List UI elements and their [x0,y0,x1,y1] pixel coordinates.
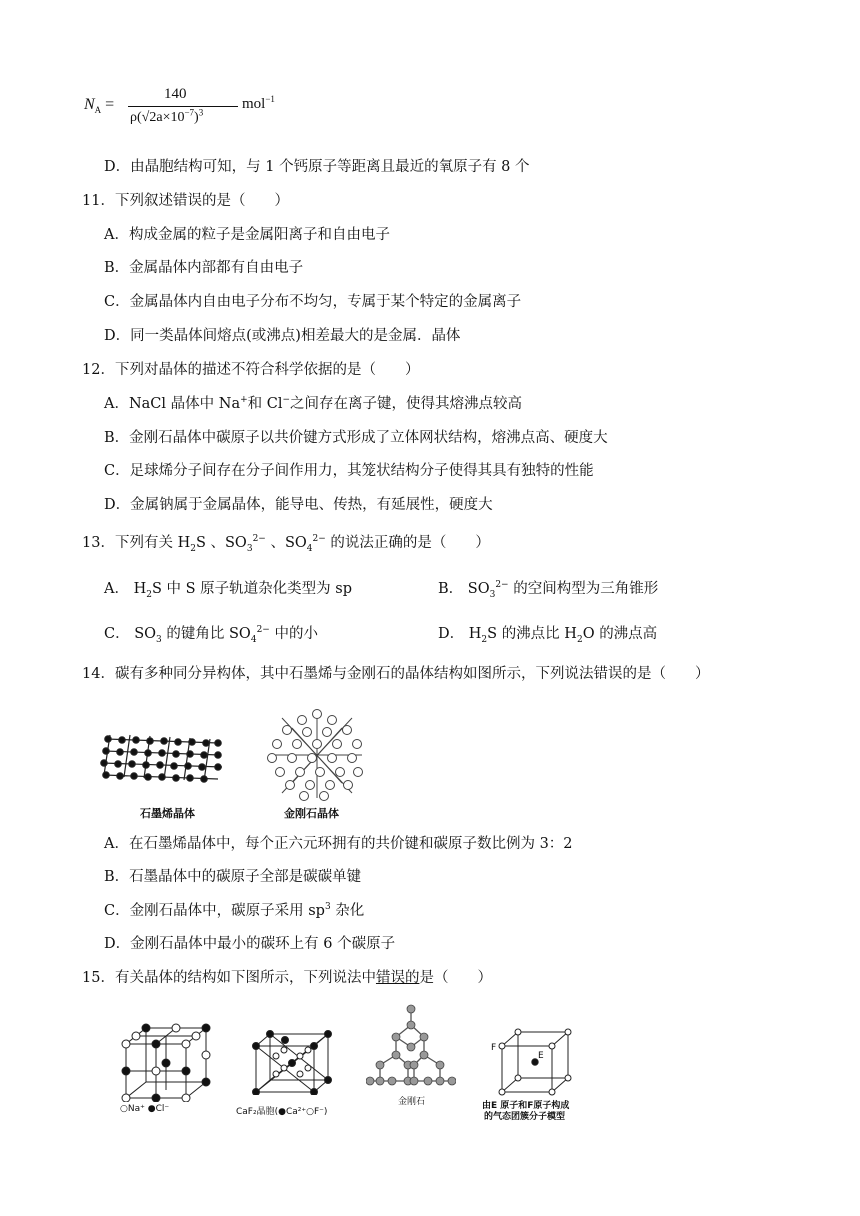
q12-option-c: C．足球烯分子间存在分子间作用力，其笼状结构分子使得其具有独特的性能 [104,463,594,479]
graphene-caption: 石墨烯晶体 [140,807,195,820]
q14-stem: 14．碳有多种同分异构体，其中石墨烯与金刚石的晶体结构如图所示，下列说法错误的是（ ） [82,666,710,682]
q11-option-c: C．金属晶体内自由电子分布不均匀，专属于某个特定的金属离子 [104,294,522,310]
q10-option-d: D．由晶胞结构可知，与 1 个钙原子等距离且最近的氧原子有 8 个 [104,159,530,175]
ef-cluster-figure [488,1028,578,1096]
ef-label-f: F [491,1043,497,1053]
q14-option-a: A．在石墨烯晶体中，每个正六元环拥有的共价键和碳原子数比例为 3：2 [104,836,573,852]
q13-option-d: D． $H_2S$ 的沸点比 $H_2O$ 的沸点高 [438,626,658,645]
q11-option-b: B．金属晶体内部都有自由电子 [104,260,304,276]
q12-option-a: A．NaCl 晶体中 Na+和 Cl−之间存在离子键，使得其熔沸点较高 [104,395,523,412]
q14-option-b: B．石墨晶体中的碳原子全部是碳碳单键 [104,869,362,885]
formula-lhs: $N_A$ = [84,96,115,116]
formula-unit: mol$^{-1}$ [242,94,275,112]
ef-label-e: E [538,1051,544,1061]
q11-option-d: D．同一类晶体间熔点(或沸点)相差最大的是金属．晶体 [104,328,461,344]
graphene-structure-figure [100,725,230,795]
ef-caption-1: 由E 原子和F原子构成 [482,1101,570,1111]
diamond-ballstick-figure [366,1003,456,1088]
formula-denominator: $\rho(√2a\times 10^{-7})^3$ [130,107,204,125]
diamond-structure-figure [262,708,372,803]
formula-numerator: 140 [164,86,187,102]
nacl-structure-figure [118,1022,213,1102]
caf2-caption: CaF₂晶胞(●Ca²⁺○F⁻) [236,1107,328,1117]
q12-option-b: B．金刚石晶体中碳原子以共价键方式形成了立体网状结构，熔沸点高、硬度大 [104,430,608,446]
caf2-structure-figure [250,1030,335,1095]
q13-option-b: B． $SO_3^{2-}$ 的空间构型为三角锥形 [438,580,659,600]
q11-option-a: A．构成金属的粒子是金属阳离子和自由电子 [104,227,390,243]
fraction-bar [128,106,238,107]
q13-option-c: C． $SO_3$ 的键角比 $SO_4^{2-}$ 中的小 [104,625,318,645]
q11-stem: 11．下列叙述错误的是（ ） [82,193,289,209]
diamond-caption: 金刚石晶体 [284,807,339,820]
diamond-ballstick-caption: 金刚石 [398,1097,426,1107]
q13-stem: 13．下列有关 $H_2S$ 、$SO_3^{2-}$ 、$SO_4^{2-}$ 的说法正确的是（ ） [82,534,490,554]
q14-option-c: C．金刚石晶体中，碳原子采用 $sp^3$ 杂化 [104,902,365,919]
na-formula [84,86,284,126]
q15-stem: 15．有关晶体的结构如下图所示，下列说法中错误的是（ ） [82,970,492,986]
q13-option-a: A． $H_2S$ 中 S 原子轨道杂化类型为 sp [104,581,353,600]
q12-option-d: D．金属钠属于金属晶体，能导电、传热，有延展性，硬度大 [104,497,493,513]
ef-caption-2: 的气态团簇分子模型 [484,1112,566,1122]
q14-option-d: D．金刚石晶体中最小的碳环上有 6 个碳原子 [104,936,396,952]
q12-stem: 12．下列对晶体的描述不符合科学依据的是（ ） [82,362,420,378]
nacl-caption: ○Na⁺ ●Cl⁻ [120,1104,170,1114]
